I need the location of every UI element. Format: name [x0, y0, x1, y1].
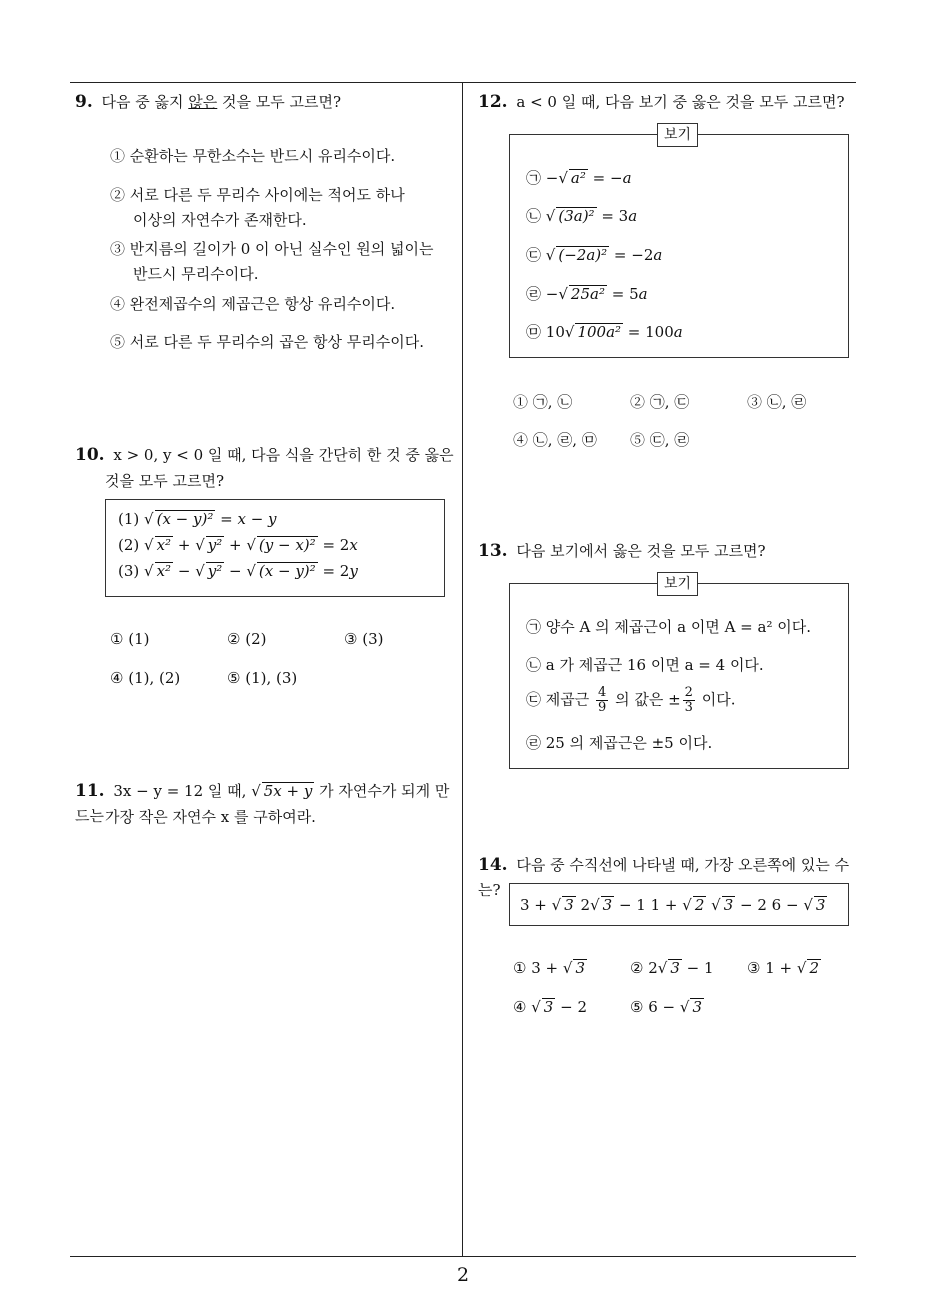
q10-expr-2: (2) √ x² + √ y² + √ (y − x)² = 2x — [118, 536, 358, 554]
q13-item-1: ㉠ 양수 A 의 제곱근이 a 이면 A = a² 이다. — [526, 618, 811, 636]
question-11: 11. 3x − y = 12 일 때, √ 5x + y 가 자연수가 되게 만드는 — [75, 781, 450, 825]
question-prompt: 다음 중 옳지 않은 것을 모두 고르면? — [101, 93, 342, 111]
q12-bogi-label: 보기 — [657, 123, 698, 147]
q10-option-3[interactable]: ③ (3) — [344, 630, 384, 648]
q9-option-1[interactable]: ① 순환하는 무한소수는 반드시 유리수이다. — [110, 147, 396, 165]
q13-bogi-box — [509, 583, 849, 769]
question-number: 12. — [478, 92, 508, 112]
q10-expr-3: (3) √ x² − √ y² − √ (x − y)² = 2y — [118, 562, 358, 580]
q14-numbers: 3 + √ 3 2√ 3 − 1 1 + √ 2 √ 3 − 2 6 − √ 3 — [520, 896, 826, 914]
question-prompt: x > 0, y < 0 일 때, 다음 식을 간단히 한 것 중 옳은 — [113, 446, 454, 464]
question-number: 11. — [75, 781, 105, 801]
question-number: 13. — [478, 541, 508, 561]
question-prompt: 다음 중 수직선에 나타낼 때, 가장 오른쪽에 있는 수는? — [478, 856, 850, 899]
q12-item-1: ㉠ −√ a² = −a — [526, 169, 632, 187]
question-11-cont: 가장 작은 자연수 x 를 구하여라. — [105, 808, 316, 826]
page-number: 2 — [456, 1264, 470, 1286]
q12-option-4[interactable]: ④ ㉡, ㉣, ㉤ — [513, 431, 597, 449]
q14-option-4[interactable]: ④ √ 3 − 2 — [513, 998, 587, 1016]
q12-item-5: ㉤ 10√ 100a² = 100a — [526, 323, 683, 341]
question-10-cont: 것을 모두 고르면? — [105, 472, 225, 490]
q9-option-2-cont: 이상의 자연수가 존재한다. — [133, 211, 307, 229]
q14-option-1[interactable]: ① 3 + √ 3 — [513, 959, 585, 977]
q9-option-3-cont: 반드시 무리수이다. — [133, 265, 259, 283]
q14-number-box — [509, 883, 849, 926]
question-12 — [478, 90, 858, 115]
column-divider — [462, 82, 463, 1257]
q10-option-2[interactable]: ② (2) — [227, 630, 267, 648]
question-number: 10. — [75, 445, 105, 465]
q13-item-2: ㉡ a 가 제곱근 16 이면 a = 4 이다. — [526, 656, 764, 674]
question-prompt: a < 0 일 때, 다음 보기 중 옳은 것을 모두 고르면? — [516, 93, 845, 111]
q10-option-4[interactable]: ④ (1), (2) — [110, 669, 181, 687]
q14-option-3[interactable]: ③ 1 + √ 2 — [747, 959, 819, 977]
q13-item-4: ㉣ 25 의 제곱근은 ±5 이다. — [526, 734, 713, 752]
q12-item-4: ㉣ −√ 25a² = 5a — [526, 285, 648, 303]
q9-option-4[interactable]: ④ 완전제곱수의 제곱근은 항상 유리수이다. — [110, 295, 396, 313]
question-10 — [75, 443, 460, 468]
q12-item-2: ㉡ √ (3a)² = 3a — [526, 207, 638, 225]
q9-option-2[interactable]: ② 서로 다른 두 무리수 사이에는 적어도 하나 — [110, 186, 405, 204]
question-number: 9. — [75, 92, 93, 112]
q10-expr-1: (1) √ (x − y)² = x − y — [118, 510, 277, 528]
q12-option-2[interactable]: ② ㉠, ㉢ — [630, 393, 690, 411]
q14-option-2[interactable]: ② 2√ 3 − 1 — [630, 959, 714, 977]
q12-option-3[interactable]: ③ ㉡, ㉣ — [747, 393, 807, 411]
top-rule — [70, 82, 856, 83]
q13-item-3: ㉢ 제곱근 $\frac{4}{9}$ 의 값은 ± $\frac{2}{3}$ 이다. — [526, 685, 736, 715]
q13-bogi-label: 보기 — [657, 572, 698, 596]
question-prompt: 다음 보기에서 옳은 것을 모두 고르면? — [516, 542, 766, 560]
q12-bogi-box — [509, 134, 849, 358]
question-number: 14. — [478, 855, 508, 875]
q9-option-5[interactable]: ⑤ 서로 다른 두 무리수의 곱은 항상 무리수이다. — [110, 333, 424, 351]
question-13 — [478, 539, 858, 564]
q12-option-1[interactable]: ① ㉠, ㉡ — [513, 393, 573, 411]
q12-option-5[interactable]: ⑤ ㉢, ㉣ — [630, 431, 690, 449]
q9-option-3[interactable]: ③ 반지름의 길이가 0 이 아닌 실수인 원의 넓이는 — [110, 240, 434, 258]
q10-expression-box — [105, 499, 445, 597]
q14-option-5[interactable]: ⑤ 6 − √ 3 — [630, 998, 702, 1016]
q12-item-3: ㉢ √ (−2a)² = −2a — [526, 246, 663, 264]
bottom-rule — [70, 1256, 856, 1257]
q10-option-5[interactable]: ⑤ (1), (3) — [227, 669, 298, 687]
question-9 — [75, 90, 455, 115]
q10-option-1[interactable]: ① (1) — [110, 630, 150, 648]
